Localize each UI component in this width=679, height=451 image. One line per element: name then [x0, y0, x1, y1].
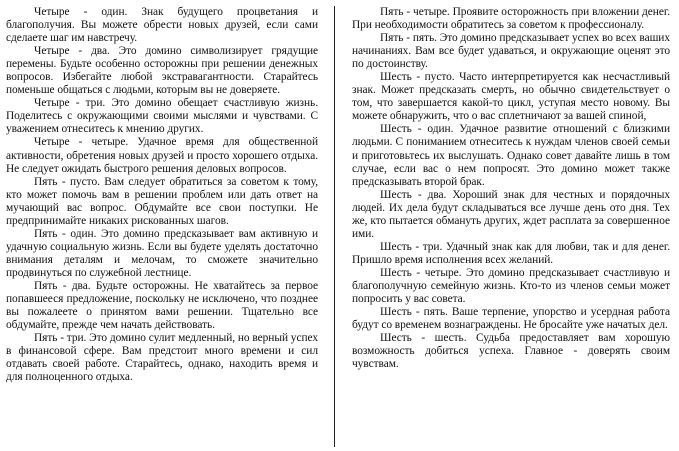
paragraph-six-six: Шесть - шесть. Судьба предоставляет вам хорошую возможность добиться успеха. Главное - доверять своим чувствам. — [352, 332, 670, 371]
column-divider — [334, 6, 335, 447]
right-column — [352, 6, 670, 371]
paragraph-five-blank: Пять - пусто. Вам следует обратиться за советом к тому, кто может помочь вам в решении проблем или дать ответ на мучающий вас вопрос. Обдумайте все свои поступки. Не предпринимайте никаких рискованных шагов. — [6, 175, 318, 227]
paragraph-four-one: Четыре - один. Знак будущего процветания и благополучия. Вы можете обрести новых друзей, если сами сделаете шаг им навстречу. — [6, 6, 318, 45]
left-column — [6, 6, 318, 384]
paragraph-six-three: Шесть - три. Удачный знак как для любви, так и для денег. Пришло время исполнения всех желаний. — [352, 240, 670, 266]
paragraph-six-two: Шесть - два. Хороший знак для честных и порядочных людей. Их дела будут складываться все лучше день ото дня. Тех же, кто пытается обмануть других, ждет расплата за совершенное ими. — [352, 188, 670, 240]
paragraph-six-blank: Шесть - пусто. Часто интерпретируется как несчастливый знак. Может предсказать смерть, но обычно свидетельствует о том, что завершается какой-то цикл, уступая место новому. Вы можете обнаружить, что о вас сплетничают за вашей спиной, — [352, 71, 670, 123]
paragraph-five-four: Пять - четыре. Проявите осторожность при вложении денег. При необходимости обратитесь за советом к профессионалу. — [352, 6, 670, 32]
paragraph-five-two: Пять - два. Будьте осторожны. Не хватайтесь за первое попавшееся предложение, поскольку не исключено, что позднее вы пожалеете о принятом вами решении. Тщательно все обдумайте, прежде чем начать действовать. — [6, 279, 318, 332]
paragraph-six-five: Шесть - пять. Ваше терпение, упорство и усердная работа будут со временем вознаграждены. Не бросайте уже начатых дел. — [352, 306, 670, 332]
paragraph-four-two: Четыре - два. Это домино символизирует грядущие перемены. Будьте особенно осторожны при решении денежных вопросов. Избегайте любой экстравагантности. Старайтесь поменьше общаться с людьми, которым вы не доверяете. — [6, 45, 318, 97]
paragraph-six-one: Шесть - один. Удачное развитие отношений с близкими людьми. С пониманием отнеситесь к нуждам членов своей семьи и приготовьтесь их выслушать. Однако совет давайте лишь в том случае, если вас о нем попросят. Это домино может также предсказывать второй брак. — [352, 123, 670, 188]
paragraph-six-four: Шесть - четыре. Это домино предсказывает счастливую и благополучную семейную жизнь. Кто-то из членов семьи может попросить у вас совета. — [352, 266, 670, 306]
paragraph-five-five: Пять - пять. Это домино предсказывает успех во всех ваших начинаниях. Вам все будет удаваться, и окружающие оценят это по достоинству. — [352, 32, 670, 71]
paragraph-five-three: Пять - три. Это домино сулит медленный, но верный успех в финансовой сфере. Вам предстоит много времени и сил отдавать своей работе. Старайтесь, однако, находить время и для полноценного отдыха. — [6, 332, 318, 384]
paragraph-four-three: Четыре - три. Это домино обещает счастливую жизнь. Поделитесь с окружающими своими мыслями и чувствами. С уважением отнеситесь к мнению других. — [6, 97, 318, 136]
paragraph-four-four: Четыре - четыре. Удачное время для общественной активности, обретения новых друзей и просто хорошего отдыха. Не следует ожидать быстрого решения деловых вопросов. — [6, 136, 318, 175]
paragraph-five-one: Пять - один. Это домино предсказывает вам активную и удачную социальную жизнь. Если вы будете уделять достаточно внимания деталям и мелочам, то сможете значительно продвинуться по служебной лестнице. — [6, 227, 318, 279]
